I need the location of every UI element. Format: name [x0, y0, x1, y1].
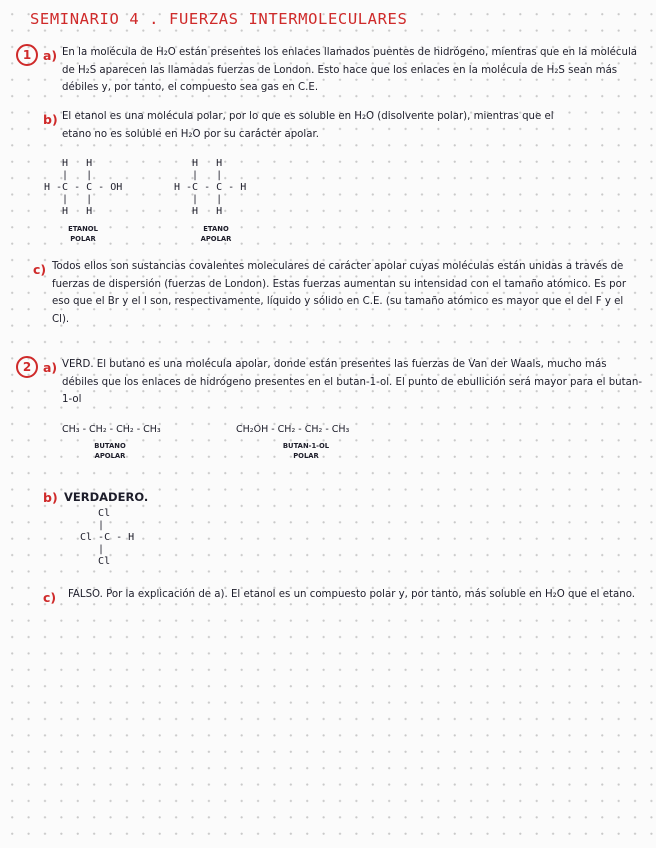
q2-a-label: a) — [43, 360, 58, 375]
butane-name: BUTANO — [94, 442, 126, 450]
ethanol-diagram — [44, 158, 150, 244]
q2-c-label: c) — [43, 590, 57, 605]
question-2-number: 2 — [16, 356, 38, 378]
ethane-name: ETANO — [203, 225, 229, 233]
chloroform-structure: Cl | Cl -C - H | Cl — [80, 508, 135, 567]
butane-formula: CH₃ - CH₂ - CH₂ - CH₃ — [62, 424, 161, 435]
butanol-name: BUTAN-1-OL — [282, 442, 330, 450]
question-1-number: 1 — [16, 44, 38, 66]
butane-polarity: APOLAR — [94, 452, 126, 460]
q1-c-label: c) — [33, 262, 47, 277]
butanol-polarity: POLAR — [293, 452, 319, 460]
q2-c-text: FALSO. Por la explicación de a). El etanol es un compuesto polar y, por tanto, más soluble en H₂O que el etano. — [68, 589, 635, 600]
ethanol-structure: H H | | H -C - C - OH | | H H — [44, 158, 123, 217]
page-title: SEMINARIO 4 . FUERZAS INTERMOLECULARES — [30, 10, 408, 28]
butanol-formula: CH₂OH - CH₂ - CH₂ - CH₃ — [236, 424, 350, 435]
ethanol-name: ETANOL — [68, 225, 98, 233]
q2-a-text: VERD. El butano es una molécula apolar, donde están presentes las fuerzas de Van der Waals, mucho más débiles que los enlaces de hidrógeno presentes en el butan-1-ol. El punto de ebullición será mayor para el butan-1-ol — [62, 359, 643, 405]
q1-c-text: Todos ellos son sustancias covalentes moleculares de carácter apolar cuyas moléculas están unidas a través de fuerzas de dispersión (fuerzas de London). Estas fuerzas aumentan su intensidad con el tamaño atómico. Es por eso que el Br y el I son, respectivamente, líquido y sólido en C.E. (su tamaño atómico es mayor que el del F y el Cl). — [52, 261, 627, 325]
q1-a-text: En la molécula de H₂O están presentes los enlaces llamados puentes de hidrógeno, mientras que en la molécula de H₂S aparecen las llamadas fuerzas de London. Esto hace que los enlaces en la molécula de H₂S sean más débiles y, por tanto, el compuesto sea gas en C.E. — [62, 47, 638, 93]
butanol-formula-group — [236, 424, 406, 461]
butane-formula-group — [62, 424, 212, 461]
q1-a-label: a) — [43, 48, 58, 63]
q2-b-answer: VERDADERO. — [64, 490, 149, 504]
ethane-structure: H H | | H -C - C - H | | H H — [174, 158, 247, 217]
ethane-diagram — [174, 158, 274, 244]
q1-b-label: b) — [43, 112, 58, 127]
ethanol-polarity: POLAR — [70, 235, 96, 243]
ethane-polarity: APOLAR — [200, 235, 232, 243]
q1-b-text: El etanol es una molécula polar, por lo que es soluble en H₂O (disolvente polar), mientras que el etano no es soluble en H₂O por su carácter apolar. — [62, 111, 554, 140]
q2-b-label: b) — [43, 490, 58, 505]
